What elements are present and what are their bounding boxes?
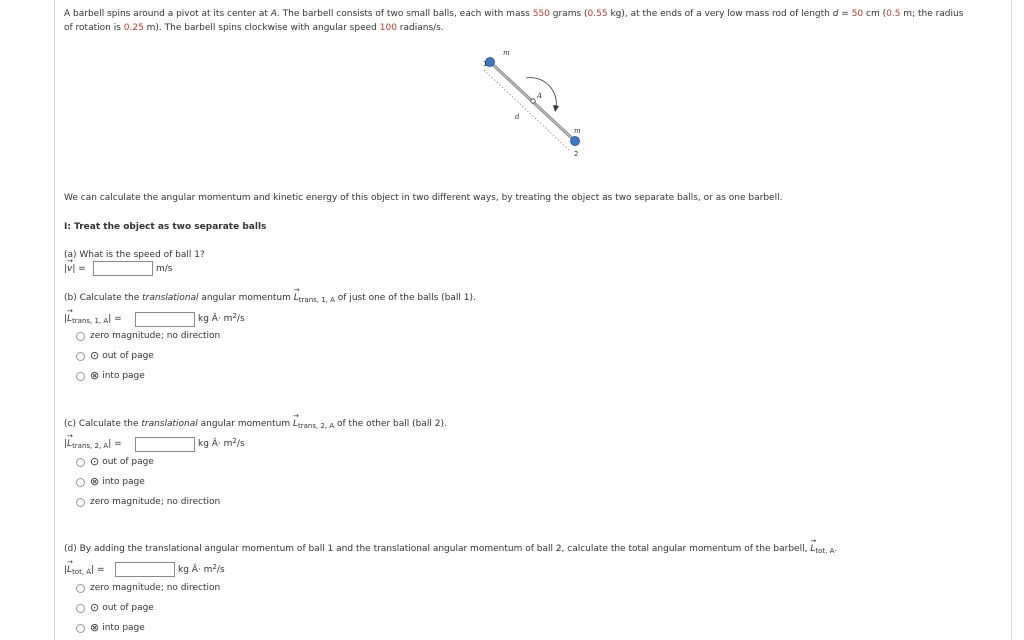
qd-unit: kg Â· $m^2/s$ xyxy=(178,563,225,575)
ball-2-label: 2 xyxy=(574,150,579,158)
radio-button[interactable] xyxy=(76,372,85,381)
radio-button[interactable] xyxy=(76,624,85,633)
radio-button[interactable] xyxy=(76,458,85,467)
qd-option-out[interactable]: ⊙ out of page xyxy=(76,601,154,615)
qd-momentum-input[interactable] xyxy=(115,562,175,577)
qb-momentum-input[interactable] xyxy=(135,312,195,327)
mass-label-bottom: m xyxy=(574,127,581,135)
section-title: I: Treat the object as two separate balls xyxy=(64,222,267,232)
qa-unit: m/s xyxy=(156,264,173,274)
qd-label: |→ $L_{tot, A}|$ = xyxy=(64,565,105,575)
qb-option-out[interactable]: ⊙ out of page xyxy=(76,349,154,363)
into-page-icon: ⊗ xyxy=(90,369,100,382)
radio-button[interactable] xyxy=(76,498,85,507)
qb-unit: kg Â· $m^2/s$ xyxy=(198,312,245,324)
calc-text: We can calculate the angular momentum and kinetic energy of this object in two different ways, by treating the object as two separate balls, or as one barbell. xyxy=(64,193,783,203)
radio-button[interactable] xyxy=(76,352,85,361)
barbell-figure xyxy=(478,44,588,162)
out-of-page-icon: ⊙ xyxy=(90,455,100,468)
length-dimension-line xyxy=(484,70,570,151)
qc-label: |→ $L_{trans, 2, A}|$ = xyxy=(64,439,122,449)
ball-1-label: 1 xyxy=(483,60,488,68)
intro-line-2: of rotation is 0.25 m). The barbell spins clockwise with angular speed 100 radians/s. xyxy=(64,23,444,33)
qb-option-zero[interactable]: zero magnitude; no direction xyxy=(76,329,220,343)
pivot-label: A xyxy=(537,92,543,100)
qa-prompt: (a) What is the speed of ball 1? xyxy=(64,250,205,260)
radio-button[interactable] xyxy=(76,332,85,341)
radio-button[interactable] xyxy=(76,604,85,613)
qa-label: |→ v| = xyxy=(64,264,86,274)
length-label: d xyxy=(515,113,520,121)
qc-momentum-input[interactable] xyxy=(135,437,195,452)
qc-prompt: (c) Calculate the translational angular momentum → $L_{trans, 2, A}$ of the other ball (ball 2). xyxy=(64,419,447,429)
qc-option-out[interactable]: ⊙ out of page xyxy=(76,455,154,469)
radio-button[interactable] xyxy=(76,478,85,487)
out-of-page-icon: ⊙ xyxy=(90,601,100,614)
pivot-point xyxy=(531,99,535,103)
mass-label-top: m xyxy=(503,49,510,57)
into-page-icon: ⊗ xyxy=(90,621,100,634)
qd-prompt: (d) By adding the translational angular momentum of ball 1 and the translational angular momentum of ball 2, calculate the total angular momentum of the barbell, → $L_{tot, A}$. xyxy=(64,544,837,554)
qc-option-zero[interactable]: zero magnitude; no direction xyxy=(76,495,220,509)
qa-speed-input[interactable] xyxy=(93,261,153,276)
rotation-arrowhead xyxy=(553,105,559,112)
qb-prompt: (b) Calculate the translational angular momentum → $L_{trans, 1, A}$ of just one of the balls (ball 1). xyxy=(64,293,476,303)
out-of-page-icon: ⊙ xyxy=(90,349,100,362)
qc-unit: kg Â· $m^2/s$ xyxy=(198,437,245,449)
qd-option-zero[interactable]: zero magnitude; no direction xyxy=(76,581,220,595)
qb-option-in[interactable]: ⊗ into page xyxy=(76,369,145,383)
qd-option-in[interactable]: ⊗ into page xyxy=(76,621,145,635)
qc-option-in[interactable]: ⊗ into page xyxy=(76,475,145,489)
into-page-icon: ⊗ xyxy=(90,475,100,488)
qb-label: |→ $L_{trans, 1, A}|$ = xyxy=(64,314,122,324)
intro-line-1: A barbell spins around a pivot at its center at A. The barbell consists of two small balls, each with mass 550 grams (0.55 kg), at the ends of a very low mass rod of length d = 50 cm (0.5 m; the radius xyxy=(64,9,964,19)
radio-button[interactable] xyxy=(76,584,85,593)
ball-2 xyxy=(571,137,580,146)
